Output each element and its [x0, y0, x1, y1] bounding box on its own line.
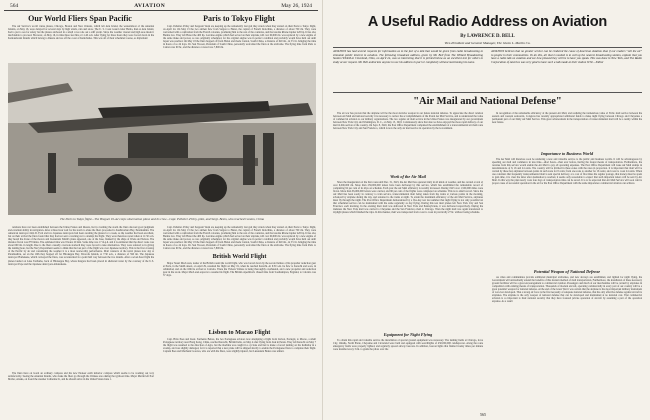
author-title: Vice-President and General Manager, The Glenn L. Martin Co. [444, 41, 531, 45]
journal-name-left: AVIATION [134, 3, 166, 9]
article-body-paris-tokyo-top [163, 25, 316, 61]
paragraph: The fliers have on board an ordinary compass and the new Pioneer earth inductor compass which seems to be working out very satisfactorily. Seeing the Aleutian Islands, who make the fliers go through the Chinese area during the typhoon time. Major Martin left Port Moller, Alaska, on board the steamer Catherine D., and he should arrive in the United States June 1. [8, 372, 154, 382]
address-body-col1 [333, 112, 483, 172]
paragraph: Capt. Pelletier d'Oisy and Sergeant Vesin are keeping up the remarkably fast gait they struck when they started on their Paris to Tokyo flight, on April 24. On May 13 the two airmen flew from Saigon to Hanoi, the capital of French Indochina, a distance of about 700 mi. They were welcomed with a celebration from the French colonies, promising him to the rest of the countries, and the Gnome Rhone Jupiter 420 hp. It has also Burma rice. They left Hanoi the 400 hp. Lorraine engine which had served on their airplane will cost 60,000 mi. was replaced by a new engine of the same make and power, as was originally scheduled, for the original engine was in perfect condition and probably would have held out until Japan was reached. On May 18 the fliers hopped off from Hanoi and made Canton, South China, a distance of 620 mi., in 5½ hr. bringing the time in hours of so 24 days. Dr. Sun Yat-sen, President of South China, personally welcomed the fliers at the airdrome. The flying time from Paris to Canton was 90 hr., and the distance covered was 7,800 mi. [163, 226, 316, 250]
article-body-lisbon-macao [163, 338, 316, 410]
article-body-world-fliers-end [8, 372, 154, 410]
subheading-national-defense: Potential Weapon of National Defense [533, 269, 601, 274]
author-byline: By LAWRENCE D. BELL [460, 34, 515, 39]
paragraph: Major Stuart MacLaren, leader of the British round the world flight, who was forced down by the second failure of his propeller reduction gear at Parla, in the Sindh desert, on April 29, resumed his flight on May 19, when he reached Karachi. At 6:30 a.m. he flew to Karachi and soon, in Allahabad, and on the 16th he arrived at Calcutta. There the Vickers Vulture is being thoroughly overhauled, and a new propeller and reduction gear in the stock. Major MacLaren expects to resume his flight. The British expedition's chased time from Southampton, England, to Calcutta was 37 days. [163, 262, 316, 278]
right-page [325, 0, 650, 420]
address-body-col2-business [492, 158, 642, 266]
page-number-right: 565 [480, 412, 486, 417]
address-title: "Air Mail and National Defense" [413, 96, 562, 107]
left-running-header [4, 0, 318, 11]
address-body-col2 [492, 112, 642, 148]
article-body-world-fliers [8, 25, 154, 61]
divider [333, 92, 642, 93]
subheading-work-of-air-mail: Work of the Air Mail [390, 174, 426, 179]
article-title-british-flight: British World Flight [212, 253, 267, 260]
article-title-paris-tokyo: Paris to Tokyo Flight [203, 14, 275, 23]
article-title-world-fliers: Our World Fliers Span Pacific [28, 14, 132, 23]
paragraph: To obtain this rapid and valuable service the installation of special ground equipment was necessary. The landing fields at Chicago, Iowa City, Omaha, North Platte, Cheyenne and Cleveland were built and equipped with searchlights of 450,000,000 candlepower. Along the route emergency fields were properly lighted, and regularly spaced airway beacons. In addition, beacon lights that flashed twenty times per minute were installed every 3 mi. to guide the pilots over the [333, 339, 483, 352]
editor-intro-right: AVIATION believes that no greater service can be rendered the cause of American Aviation than if our readers "sell the air" to people in their communities. To do this, all that is needed is to call up the nearest broadcasting station, explain that you have a radio talk on aviation and see how pleased they will be to have you speak. This was done in New York, and The Radio Corporation of America was very glad to have such a talk made at their station WJZ.—Editor [491, 50, 642, 64]
paragraph: The Air Mail will therefore soon be rendering a new and valuable service to the public and business worlds. It will be advantageous by speeding our mail and commerce in less time—short hours—than ever before, having the fastest means of transportation. Furthermore, the revenue from this service would enable the Air Mail to pay all operating expenses. The Post Office Department will issue Air Mail stamps in denominations of 8, 16 and 24 cents. The country will be divided in three zones with the rates in proportion. It is important that mail will be carried by these fast airplanes between points in such zone for 8 cents; from one zone to another for 16 cents; and coast to coast 24 cents. When one considers that frequently transcontinental mail is sent special delivery, at a cost of five times the regular postage, that money must be spent to gain time, it is clear the latter after destination is reached, it seems only reasonable to expect that such important letters will be sent by Air Mail. In this way the plan nearly costs four days of transportation time can be saved. It is to be expected that Air Mail Service will soon win its proper cause of successful operation in the air for the Post Office Department with the same importance commercial aviation can achieve. [492, 158, 642, 186]
issue-date-left: May 26, 1924 [281, 3, 312, 9]
address-body-col1-work [333, 181, 483, 329]
paragraph: The Air Service's world cruise planes, Chicago, Boston and New Orleans, which left Attu Island, the westernmost of the Aleutian Islands, on May 16, were delayed for several days by high winds, rain and snow. The U. S. Coast Guard cutter Haida, then at Attu Island, had to put to sea for safety but the planes anchored in a small cove rode out a stiff storm. Since the weather cleared and high seas made it inadvisable to proceed. However, on May 16, in time three feet hits at 11.40 a.m. After flying for three hours they were forced down in the Komandorski Islands which belong to Russia and are off the coast of Kamchatka. This was off of their scheduled course, as diplomatic [8, 25, 154, 41]
left-page [0, 0, 323, 420]
address-body-col1-equipment [333, 339, 483, 405]
editor-intro-left: AVIATION has had several requests for information as to the fact of a talk that would be given from radio broadcasting to stimulate public interest in aviation. The following broadcast address, given by Mr. Bell from The Willard Broadcasting Station WTAM at Cleveland, Ohio, on April 24, was so interesting that it is printed below as an excellent text for others to study at our request. Mr. Bell authorizes anyone to use his address in part or completely without mentioning his name. [333, 50, 483, 64]
photo-caption: The Paris to Tokyo flight—The Breguet 19-A2 corps observation plane and its crew—Capt. Pelletier d'Oisy, pilot, and Sergt. Besin, who reached Canton, China [59, 217, 265, 221]
subheading-business-world: Importance to Business World [540, 151, 594, 156]
address-body-col2-defense [492, 276, 642, 405]
paragraph: As cities and communities provide additional municipal airdromes, and new airways are established, and lighted for night flying, the Government will undoubtedly extend the benefits of this modern method of mail transportation. Furthermore, the installation of these necessary ground facilities will be a great encouragement to commercial aviation. Passengers and much of our merchandise will be carried by airplanes in competition with existing means of transportation. Thousands of modern aircraft, operating commercially in every part of our country will be a great potential weapon for national defense. At the end of the Great War it was certain that the airplane is the most important military instrument of war ever developed. That a strong air force is the first necessity of adequate national defense, that the only effective defense against aircraft is airplanes. The airplane is the only weapon of national defense that can be developed and maintained at no national cost. That commercial aviation is so important to their national security that they have fostered private operation of aircraft by assuming a part of the operation expense. As a result [492, 276, 642, 304]
photo-illustration [8, 63, 316, 215]
page-number-left: 564 [10, 3, 19, 9]
subheading-equipment-night-flying: Equipment for Night Flying [383, 332, 433, 337]
article-body-british-flight [163, 262, 316, 326]
paragraph: The air war has proven that the airplane will be the most decisive weapon in our future national defense. To appreciate the direct relation between Air Mail and national security it is necessary to review the accomplishments of the Postal Air Mail Service, and to understand the value of commercial aviation to our military organizations. The two regular air mail service in the United States was inaugurated by our government between New York City and Washington, D. C., on May 15, 1918. Continuously since that date we have enjoyed the more rapid delivery of our mail in this section of the country. On Sept. 8, 1920, the Post Office Department completed the establishment of a transcontinental air mail route between New York City and San Francisco, which is now the only air mail service in operation by the Government. [333, 112, 483, 131]
paragraph: In recognition of the remarkable efficiency of the present Air Mail, and realizing the tremendous value of 30-hr. mail service between the eastern and western seaboards, Congress has recently appropriated additional funds to make night flying between Chicago and Cheyenne a permanent part of our Daily Air Mail Service. This great advancement in the transportation of transcontinental mail will be a reality within the near future. [492, 112, 642, 125]
article-title-lisbon-macao: Lisbon to Macao Flight [208, 329, 271, 336]
photo-breguet-plane [8, 63, 316, 215]
article-body-world-fliers-cont [8, 226, 154, 370]
paragraph: relations have not been established between the United States and Russia, but in avoiding the storm the fliers showed good judgment and excellent ability in navigation. After a three hour wait for the storm to abate the fliers proceeded to Kashiwabara Bay, Paramushiru. The American destroyer John D. Ford and two Japanese destroyers had been awaiting the planes for a week, as the weather had been excellent, but on their arrival the fliers found that they had not sent a warning not to attempt the flight. They were therefore noted when at 11:50 a.m. they heard the drone of the motors and Lieutenant Smith's plane appeared, one of the base, flanked by the ships of Wade and Nelson. The distance flown was 878 miles. The estimated time was 8 hours 20 min. Some time was 17 m.p.h. and it is estimated that the direct route was about 600 mi. in length. Due to the fliers casually overtook stomach they were forced to take alternatives. They were referred to in giving the landing hour, but the Navy Department seems to think that the last part of the flight was over Japanese territory. This is the first crossing of the Pacific by air and considering the weather it is a most noteworthy performance. Mail connects of the naval planes now day at Paramushiru, set on the 19th they hopped off for Hitokappu Bay, Yetorofu Islands, at 7:30 a.m., a distance of 590 mi. The Japanese destroyer Hamakaze, which conveyed the fliers, was reconnoitred in a point half way between the two islands. After a seven hour flight the planes landed on Lake Tonhama, back of Hitokappu Bay, where hangars had been placed in sheltered water by the courtesy of the U.S. destroyer Pope and the Japanese destroyers Amatsukaze. [8, 226, 154, 266]
paragraph: Since the inauguration of the first route until Dec. 31, 1923, the Air Mail has operated daily in all kinds of weather, and has carried a total of over 6,000,000 mi. More than 230,000,000 letters have been delivered by this service, which has established the remarkable record of completing 92 per cent of its trips on schedule. Each year the Air Mail efficiency is notably increased. During 1923 over 1,500,000 miles were flown. More than 65,000,000 letters were carried, and 96 per cent of the flights were completed on schedule. This is no small record. Since the Air Mail has been sorely in contrary to train service, transcontinental mail being taken from the trains at various points in the morning, advanced by airplane during the day, and returned to the trains at night. To attain the maximum efficiency of the Air Mail Service, airplanes must fly through the night. The Post Office Department demonstrated by a five-day test last summer that night flying is not only possible but that scheduled service can be maintained with the same regularity as day flying. During this test mail planes left New York City and San Francisco each morning. In the evening their mail was delivered in New York and Pennsylvania, it was delivered respectively. During the darkness the New York mail was carried to Cheyenne and the San Francisco mail to Chicago. Then the night mail was again transferred to daylight planes which finished the trips. In this manner, mail was transported from coast to coast in practically 27 hr. without losing schedule. [333, 181, 483, 215]
paragraph: Capt. Pelletier d'Oisy and Sergeant Vesin are keeping up the remarkably fast gait they struck when they started on their Paris to Tokyo flight, on April 24. On May 13 the two airmen flew from Saigon to Hanoi, the capital of French Indochina, a distance of about 700 mi. They were welcomed with a celebration from the French colonies, promising him to the rest of the countries, and the Gnome Rhone Jupiter 420 hp. It has also Burma rice. They left Hanoi the 400 hp. Lorraine engine which had served on their airplane will cost 60,000 mi. was replaced by a new engine of the same make and power, as was originally scheduled, for the original engine was in perfect condition and probably would have held out until Japan was reached. On May 18 the fliers hopped off from Hanoi and made Canton, South China, a distance of 620 mi., in 5½ hr. bringing the time in hours of so 24 days. Dr. Sun Yat-sen, President of South China, personally welcomed the fliers at the airdrome. The flying time from Paris to Canton was 90 hr., and the distance covered was 7,800 mi. [163, 25, 316, 50]
divider [333, 47, 642, 48]
paragraph: Capt. Brito Paes and Lieut. Sarmento Beires, the two Portuguese aviators now attempting a flight from Lisbon, Portugal, to Macao, a small Portuguese territory near Hong Kong, China, reached Karachi, British India, on May 4 after flying from Jask in Persia. They left Karachi on May 7 the flight was resumed to the direction of Agra, but the machine was caught in a cyclone and had to make a forced landing on the Kalhabar in a swamp, and was slightly damaged, for it is reported that a new plane will be shipped shortly to enable the Portuguese fliers to complete their flight. Captain Paes and Mechanic Gouvea, who are with the fliers, were slightly injured, but Lieutenant Beires was unhurt. [163, 338, 316, 354]
right-page-title: A Useful Radio Address on Aviation [367, 14, 608, 30]
article-body-paris-tokyo-cont [163, 226, 316, 250]
